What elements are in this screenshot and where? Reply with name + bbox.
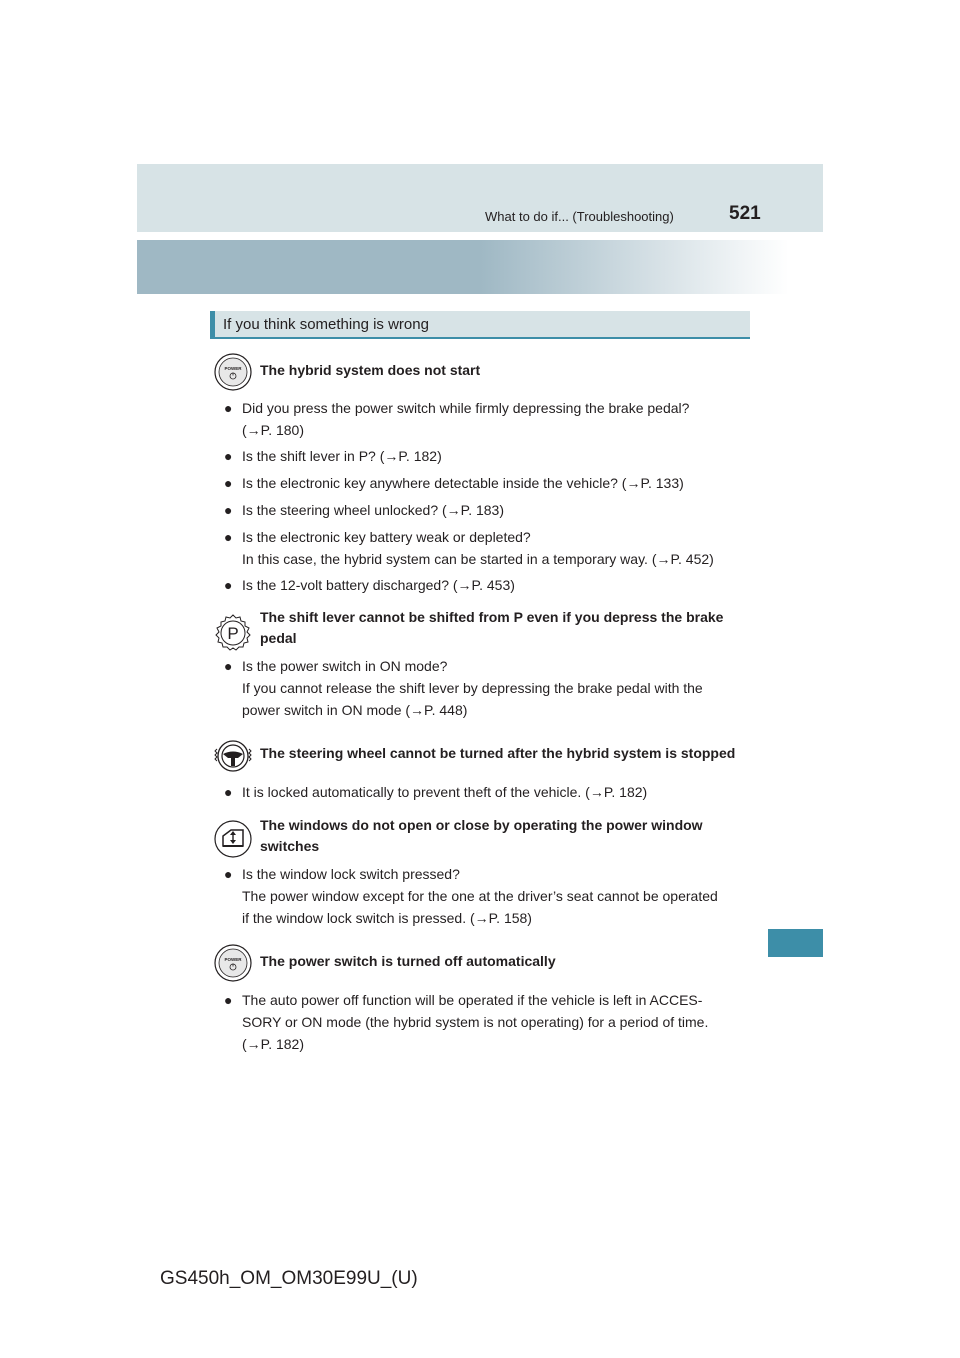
power-switch-icon (214, 944, 252, 982)
p-icon-label: P (227, 624, 239, 643)
header-band (137, 164, 823, 232)
shift-p-icon (214, 614, 252, 652)
section-title-bar (210, 311, 750, 339)
power-switch-icon (214, 353, 252, 391)
page-number: 521 (729, 203, 761, 224)
problem-heading: The steering wheel cannot be turned after the hybrid system is stopped (260, 745, 736, 761)
power-window-icon (214, 820, 252, 858)
problem-heading: The hybrid system does not start (260, 362, 481, 378)
chapter-banner (137, 240, 823, 294)
document-code: GS450h_OM_OM30E99U_(U) (160, 1268, 418, 1289)
problem-heading: The shift lever cannot be shifted from P even if you depress the brake pedal (260, 609, 724, 646)
chapter-tab (768, 929, 823, 957)
section-title: If you think something is wrong (223, 316, 429, 333)
steering-lock-icon (214, 737, 252, 775)
problem-heading: The power switch is turned off automatically (260, 953, 556, 969)
header-section-title: What to do if... (Troubleshooting) (485, 209, 674, 224)
power-icon-label: POWER (224, 957, 242, 962)
problem-heading: The windows do not open or close by operating the power window switches (260, 817, 703, 854)
power-icon-label: POWER (224, 366, 242, 371)
